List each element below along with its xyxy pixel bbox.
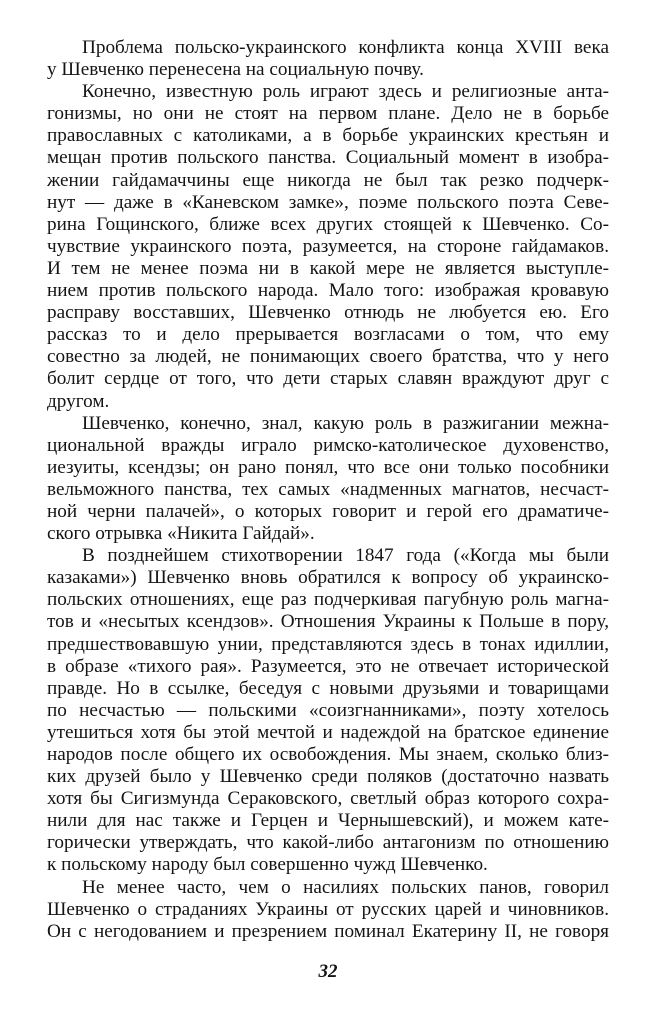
book-page: [47, 37, 609, 943]
text-line: Он с негодованием и презрением поминал Екатерину II, не говоря: [47, 920, 609, 942]
paragraph-2: [47, 81, 609, 412]
text-line: вельможного панства, тех самых «надменных магнатов, несчаст-: [47, 478, 609, 500]
text-line: циональной вражды играло римско-католическое духовенство,: [47, 434, 609, 456]
text-line: в образе «тихого рая». Разумеется, это не отвечает исторической: [47, 655, 609, 677]
text-line: ких друзей было у Шевченко среди поляков (достаточно назвать: [47, 766, 609, 788]
text-line: мещан против польского панства. Социальный момент в изобра-: [47, 147, 609, 169]
text-line: правде. Но в ссылке, беседуя с новыми друзьями и товарищами: [47, 677, 609, 699]
text-line: хотя бы Сигизмунда Сераковского, светлый образ которого сохра-: [47, 788, 609, 810]
text-line: чувствие украинского поэта, разумеется, на стороне гайдамаков.: [47, 235, 609, 257]
text-line: нили для нас также и Герцен и Чернышевский), и можем кате-: [47, 810, 609, 832]
text-line: Конечно, известную роль играют здесь и религиозные анта-: [82, 81, 609, 103]
text-line: другом.: [47, 390, 110, 412]
text-line: гонизмы, но они не стоят на первом плане. Дело не в борьбе: [47, 103, 609, 125]
text-line: ского отрывка «Никита Гайдай».: [47, 523, 315, 545]
text-line: рассказ то и дело прерывается возгласами о том, что ему: [47, 324, 609, 346]
text-line: предшествовавшую унии, представляются здесь в тонах идиллии,: [47, 633, 609, 655]
text-line: утешиться хотя бы этой мечтой и надеждой на братское единение: [47, 721, 609, 743]
text-line: Шевченко о страданиях Украины от русских царей и чиновников.: [47, 898, 609, 920]
text-line: к польскому народу был совершенно чужд Шевченко.: [47, 854, 488, 876]
text-line: рина Гощинского, ближе всех других стоящей к Шевченко. Со-: [47, 213, 609, 235]
text-line: Не менее часто, чем о насилиях польских панов, говорил: [82, 876, 609, 898]
text-line: совестно за людей, не понимающих своего братства, что у него: [47, 346, 609, 368]
text-line: расправу восставших, Шевченко отнюдь не любуется ею. Его: [47, 302, 609, 324]
text-line: народов после общего их освобождения. Мы знаем, сколько близ-: [47, 744, 609, 765]
paragraph-5: [47, 877, 609, 943]
text-line: тов и «несытых ксендзов». Отношения Украины к Польше в пору,: [47, 611, 609, 633]
paragraph-4: [47, 545, 609, 876]
text-line: казаками») Шевченко вновь обратился к вопросу об украинско-: [47, 567, 609, 589]
text-line: по несчастью — польскими «соизгнанниками», поэту хотелось: [47, 699, 609, 721]
text-line: нут — даже в «Каневском замке», поэме польского поэта Севе-: [47, 191, 609, 213]
text-line: Шевченко, конечно, знал, какую роль в разжигании межна-: [82, 412, 609, 434]
text-line: православных с католиками, а в борьбе украинских крестьян и: [47, 125, 609, 147]
paragraph-1: [47, 37, 609, 81]
text-line: Проблема польско-украинского конфликта конца XVIII века: [82, 37, 609, 58]
text-line: нием против польского народа. Мало того: изображая кровавую: [47, 280, 609, 302]
text-line: польских отношениях, еще раз подчеркивая пагубную роль магна-: [47, 589, 609, 611]
text-line: В позднейшем стихотворении 1847 года («Когда мы были: [82, 545, 609, 567]
paragraph-3: [47, 413, 609, 546]
page-number: 32: [318, 961, 338, 982]
text-line: иезуиты, ксендзы; он рано понял, что все они только пособники: [47, 456, 609, 478]
text-line: болит сердце от того, что дети старых славян враждуют друг с: [47, 368, 609, 390]
text-line: у Шевченко перенесена на социальную почву.: [47, 59, 424, 81]
text-line: ной черни палачей», о которых говорит и герой его драматиче-: [47, 500, 609, 522]
text-line: жении гайдамаччины еще никогда не был так резко подчерк-: [47, 169, 609, 191]
text-line: горически утверждать, что какой-либо антагонизм по отношению: [47, 832, 609, 854]
text-line: И тем не менее поэма ни в какой мере не является выступле-: [47, 257, 609, 279]
